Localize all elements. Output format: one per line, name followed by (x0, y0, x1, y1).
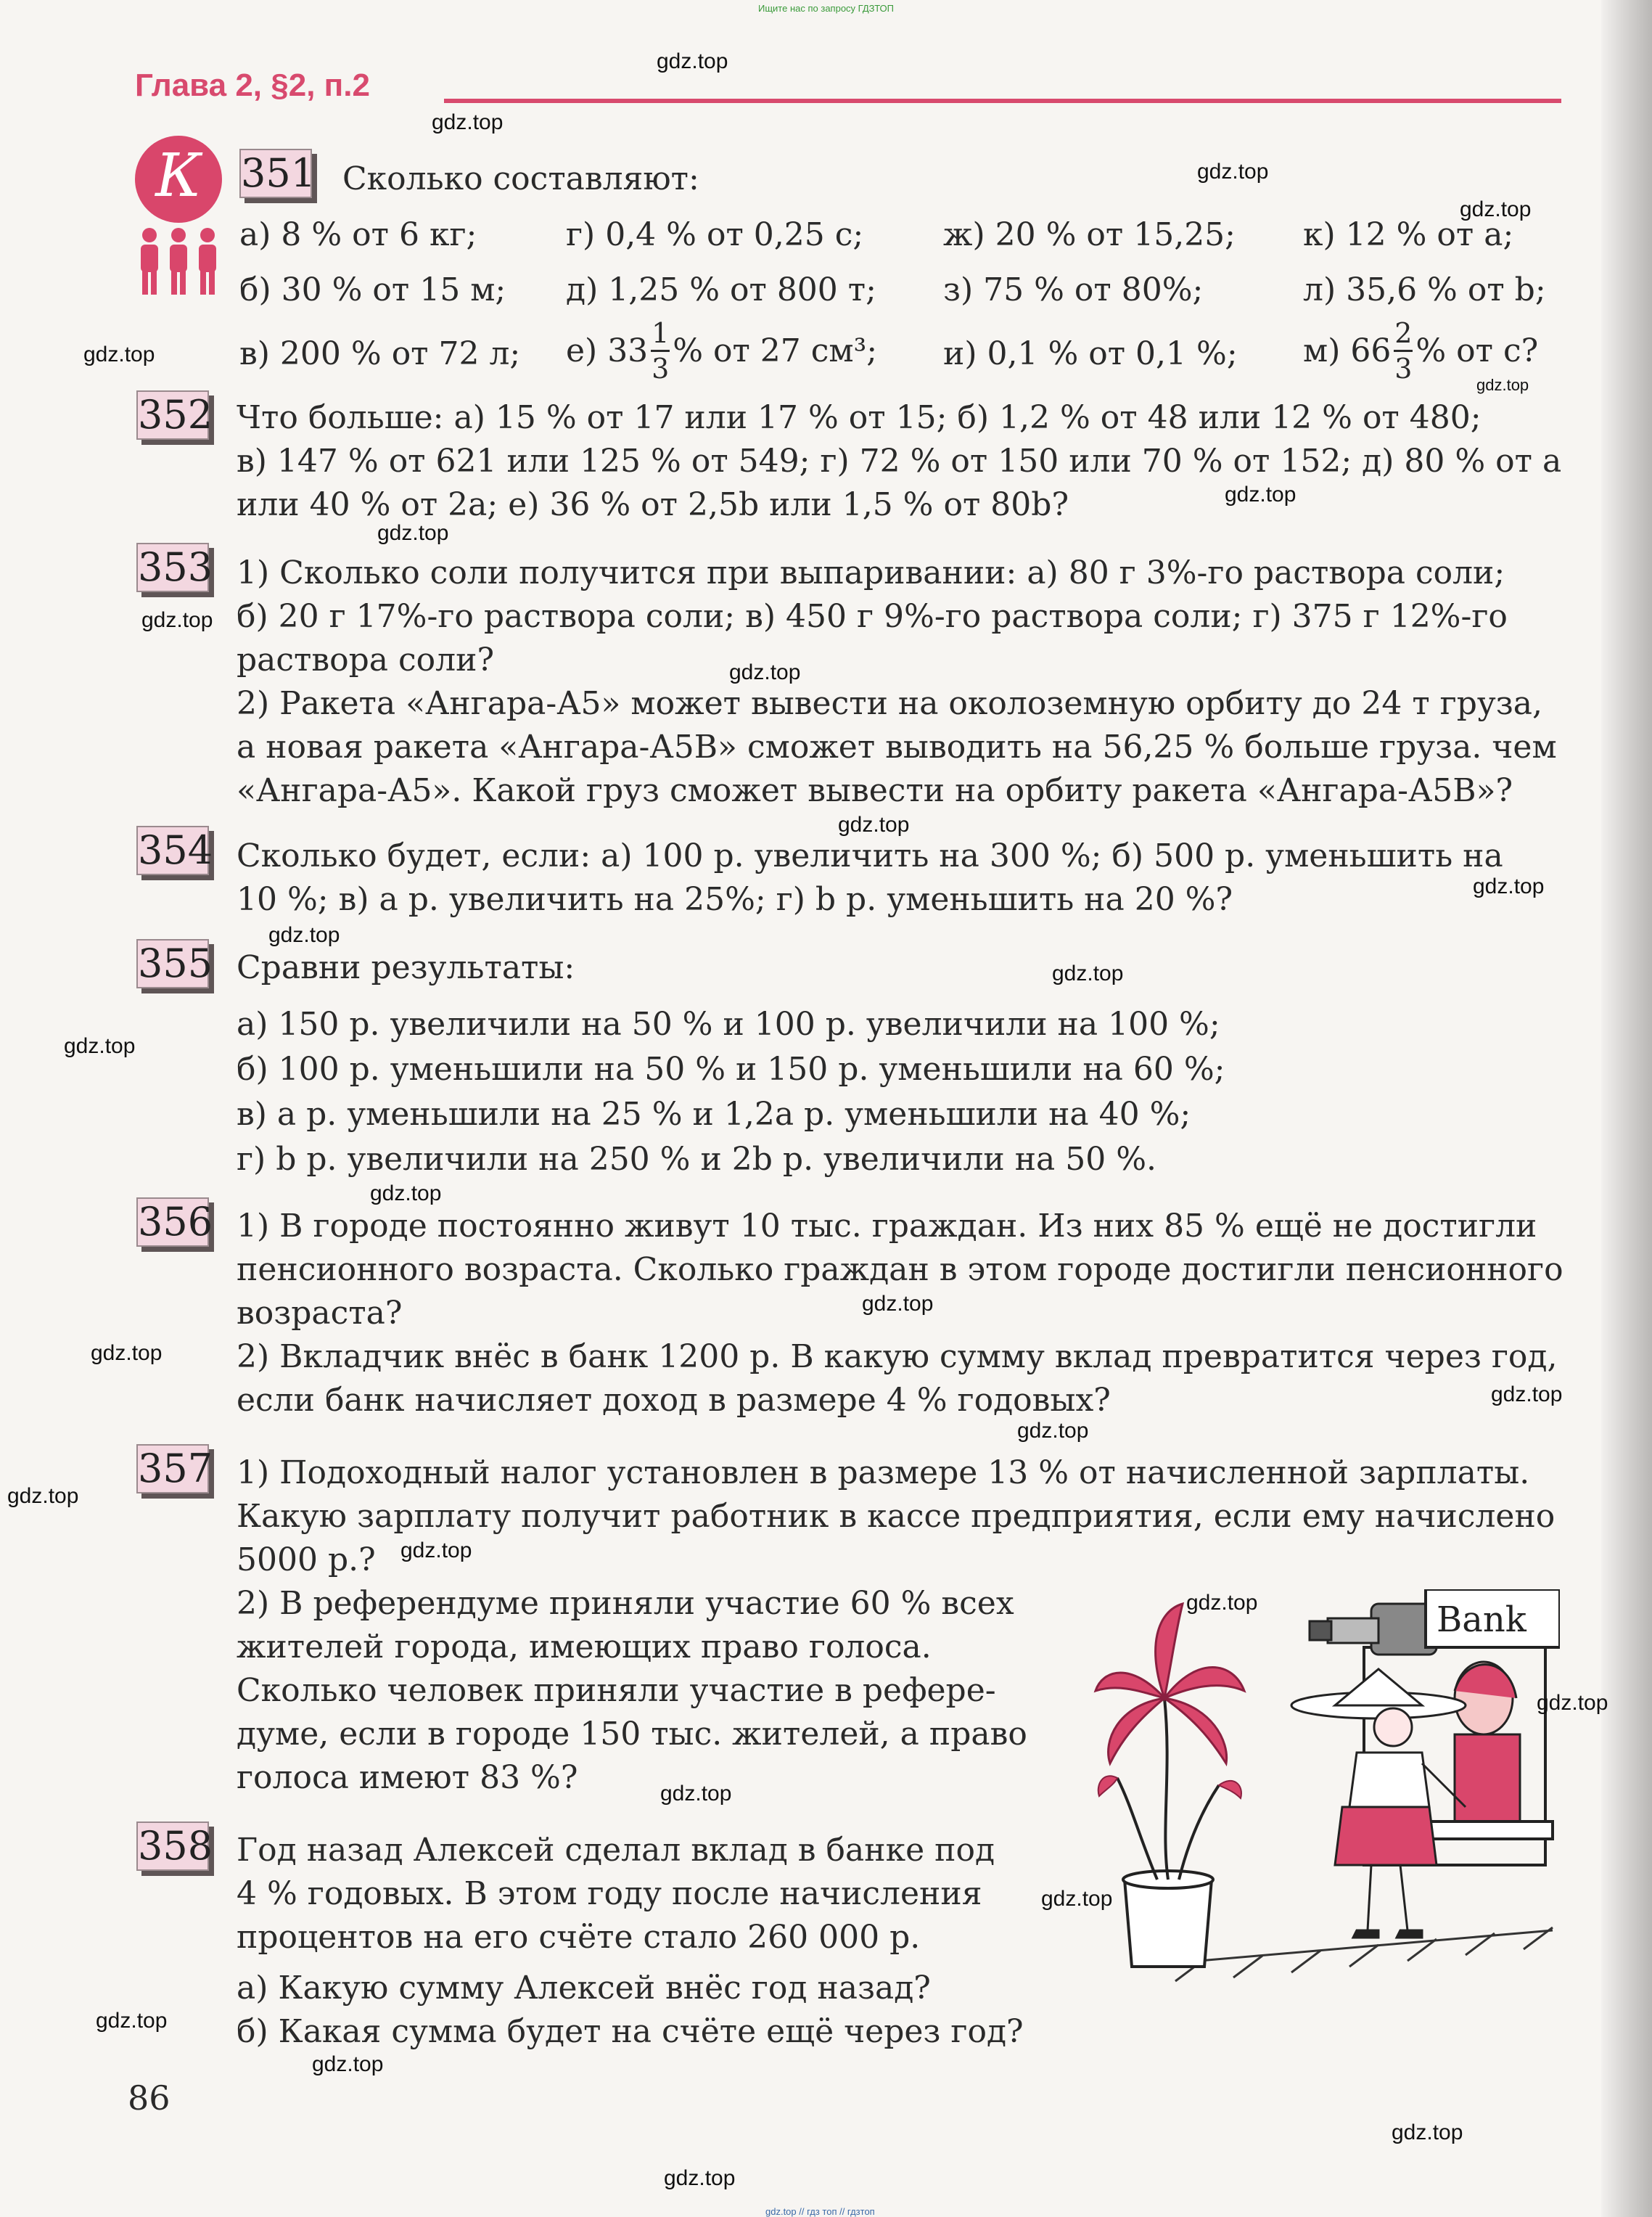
fraction-two-thirds (1394, 317, 1413, 385)
task-357-line5: жителей города, имеющих право голоса. (237, 1628, 932, 1665)
task-357-line8: голоса имеют 83 %? (237, 1759, 578, 1796)
task-number-354: 354 (136, 826, 209, 875)
task-351-zh: ж) 20 % от 15,25; (943, 216, 1236, 253)
watermark: gdz.top (96, 2009, 168, 2033)
watermark: gdz.top (377, 521, 449, 545)
watermark: gdz.top (1186, 1591, 1258, 1615)
watermark: gdz.top (838, 813, 910, 837)
watermark: gdz.top (664, 2166, 736, 2190)
top-search-note: Ищите нас по запросу ГДЗТОП (758, 3, 895, 14)
fraction-one-third (651, 317, 670, 385)
task-351-title: Сколько составляют: (342, 160, 699, 197)
task-351-e-suffix: % от 27 см³; (673, 332, 878, 369)
task-353-line4: 2) Ракета «Ангара-А5» может вывести на околоземную орбиту до 24 т груза, (237, 685, 1543, 722)
bottom-note: gdz.top // гдз топ // гдзтоп (765, 2206, 875, 2217)
watermark: gdz.top (660, 1782, 732, 1806)
task-352-line2: в) 147 % от 621 или 125 % от 549; г) 72 % от 150 или 70 % от 152; д) 80 % от a (237, 443, 1562, 480)
task-353-line1: 1) Сколько соли получится при выпаривании: а) 80 г 3%-го раствора соли; (237, 554, 1505, 591)
task-357-line1: 1) Подоходный налог установлен в размере 13 % от начисленной зарплаты. (237, 1454, 1530, 1491)
watermark: gdz.top (91, 1341, 163, 1365)
bank-sign-text: Bank (1437, 1599, 1526, 1640)
task-358-line5: б) Какая сумма будет на счёте ещё через год? (237, 2013, 1024, 2050)
task-351-a: а) 8 % от 6 кг; (239, 216, 477, 253)
fraction-denominator: 3 (1394, 353, 1413, 385)
group-work-icon (135, 225, 222, 298)
task-358-line3: процентов на его счёте стало 260 000 р. (237, 1919, 921, 1956)
task-351-e-prefix: е) 33 (566, 332, 649, 369)
watermark: gdz.top (268, 923, 340, 947)
task-353-line6: «Ангара-А5». Какой груз сможет вывести на орбиту ракета «Ангара-А5В»? (237, 772, 1513, 809)
task-357-line6: Сколько человек приняли участие в рефере- (237, 1672, 996, 1709)
chapter-heading: Глава 2, §2, п.2 (135, 67, 370, 103)
task-356-line1: 1) В городе постоянно живут 10 тыс. граждан. Из них 85 % ещё не достигли (237, 1208, 1537, 1245)
watermark: gdz.top (729, 660, 801, 684)
bank-clerk (1455, 1662, 1520, 1821)
task-353-line5: а новая ракета «Ангара-А5В» сможет выводить на 56,25 % больше груза. чем (237, 729, 1557, 766)
watermark: gdz.top (862, 1292, 934, 1316)
watermark: gdz.top (1491, 1382, 1563, 1406)
task-356-line3: возраста? (237, 1295, 403, 1332)
fraction-denominator: 3 (652, 353, 670, 385)
watermark: gdz.top (400, 1538, 472, 1562)
watermark: gdz.top (83, 343, 155, 366)
watermark: gdz.top (7, 1484, 79, 1508)
watermark: gdz.top (1476, 376, 1529, 394)
watermark: gdz.top (1537, 1691, 1608, 1715)
task-357-line2: Какую зарплату получит работник в кассе предприятия, если ему начислено (237, 1498, 1556, 1535)
task-351-v: в) 200 % от 72 л; (239, 335, 521, 372)
task-355-line3: б) 100 р. уменьшили на 50 % и 150 р. уменьшили на 60 %; (237, 1051, 1225, 1088)
task-351-i: и) 0,1 % от 0,1 %; (943, 335, 1238, 372)
task-352-line1: Что больше: а) 15 % от 17 или 17 % от 15; б) 1,2 % от 48 или 12 % от 480; (237, 399, 1482, 436)
task-357-line4: 2) В референдуме приняли участие 60 % всех (237, 1585, 1014, 1622)
watermark: gdz.top (64, 1034, 136, 1058)
task-351-m-suffix: % от c? (1415, 332, 1539, 369)
fraction-bar (651, 350, 670, 352)
fraction-numerator: 1 (652, 317, 670, 349)
watermark: gdz.top (1017, 1419, 1089, 1443)
task-351-m-prefix: м) 66 (1303, 332, 1392, 369)
security-camera-icon (1310, 1604, 1437, 1655)
palm-leaves (1096, 1604, 1244, 1763)
bank-cartoon-illustration (1088, 1589, 1560, 1996)
book-spine-shadow (1601, 0, 1652, 2217)
task-number-353: 353 (136, 543, 209, 592)
watermark: gdz.top (1460, 197, 1532, 221)
task-number-355: 355 (136, 939, 209, 988)
task-356-line4: 2) Вкладчик внёс в банк 1200 р. В какую сумму вклад превратится через год, (237, 1338, 1558, 1375)
task-356-line5: если банк начисляет доход в размере 4 % годовых? (237, 1382, 1111, 1419)
task-353-line3: раствора соли? (237, 642, 495, 679)
task-354-line2: 10 %; в) a р. увеличить на 25%; г) b р. уменьшить на 20 %? (237, 881, 1233, 918)
task-351-l: л) 35,6 % от b; (1303, 271, 1546, 308)
watermark: gdz.top (1473, 874, 1545, 898)
bank-sign (1426, 1589, 1560, 1647)
task-351-e (566, 317, 878, 385)
watermark: gdz.top (657, 49, 728, 73)
task-354-line1: Сколько будет, если: а) 100 р. увеличить на 300 %; б) 500 р. уменьшить на (237, 837, 1503, 874)
fraction-bar (1394, 350, 1413, 352)
chapter-rule (444, 99, 1561, 103)
task-357-line3: 5000 р.? (237, 1541, 376, 1578)
task-351-k: к) 12 % от a; (1303, 216, 1514, 253)
task-355-line4: в) a р. уменьшили на 25 % и 1,2a р. уменьшили на 40 %; (237, 1096, 1191, 1133)
watermark: gdz.top (1197, 160, 1269, 184)
fraction-numerator: 2 (1394, 317, 1413, 349)
watermark: gdz.top (312, 2052, 384, 2076)
task-358-line4: а) Какую сумму Алексей внёс год назад? (237, 1970, 931, 2007)
task-351-b: б) 30 % от 15 м; (239, 271, 506, 308)
task-352-line3: или 40 % от 2a; е) 36 % от 2,5b или 1,5 % от 80b? (237, 486, 1069, 523)
task-number-351: 351 (239, 149, 312, 198)
task-number-358: 358 (136, 1821, 209, 1871)
plant-pot (1125, 1880, 1212, 1967)
task-number-352: 352 (136, 390, 209, 440)
watermark: gdz.top (1225, 483, 1296, 507)
task-351-d: д) 1,25 % от 800 т; (566, 271, 876, 308)
task-number-356: 356 (136, 1197, 209, 1247)
task-355-line5: г) b р. увеличили на 250 % и 2b р. увеличили на 50 %. (237, 1141, 1157, 1178)
watermark: gdz.top (1052, 962, 1124, 985)
watermark: gdz.top (370, 1181, 442, 1205)
task-351-g: г) 0,4 % от 0,25 с; (566, 216, 864, 253)
small-leaves (1098, 1776, 1241, 1798)
task-351-z: з) 75 % от 80%; (943, 271, 1204, 308)
watermark: gdz.top (141, 608, 213, 632)
task-355-line2: а) 150 р. увеличили на 50 % и 100 р. увеличили на 100 %; (237, 1006, 1220, 1043)
task-353-line2: б) 20 г 17%-го раствора соли; в) 450 г 9%-го раствора соли; г) 375 г 12%-го (237, 598, 1508, 635)
control-badge-icon: К (135, 136, 222, 223)
watermark: gdz.top (1392, 2120, 1463, 2144)
watermark: gdz.top (1041, 1887, 1113, 1911)
task-358-line2: 4 % годовых. В этом году после начисления (237, 1875, 982, 1912)
task-356-line2: пенсионного возраста. Сколько граждан в этом городе достигли пенсионного (237, 1251, 1563, 1288)
watermark: gdz.top (432, 110, 504, 134)
task-357-line7: думе, если в городе 150 тыс. жителей, а право (237, 1716, 1027, 1753)
task-355-line1: Сравни результаты: (237, 949, 575, 986)
page-number: 86 (128, 2078, 170, 2118)
task-number-357: 357 (136, 1444, 209, 1493)
task-358-line1: Год назад Алексей сделал вклад в банке под (237, 1832, 995, 1869)
